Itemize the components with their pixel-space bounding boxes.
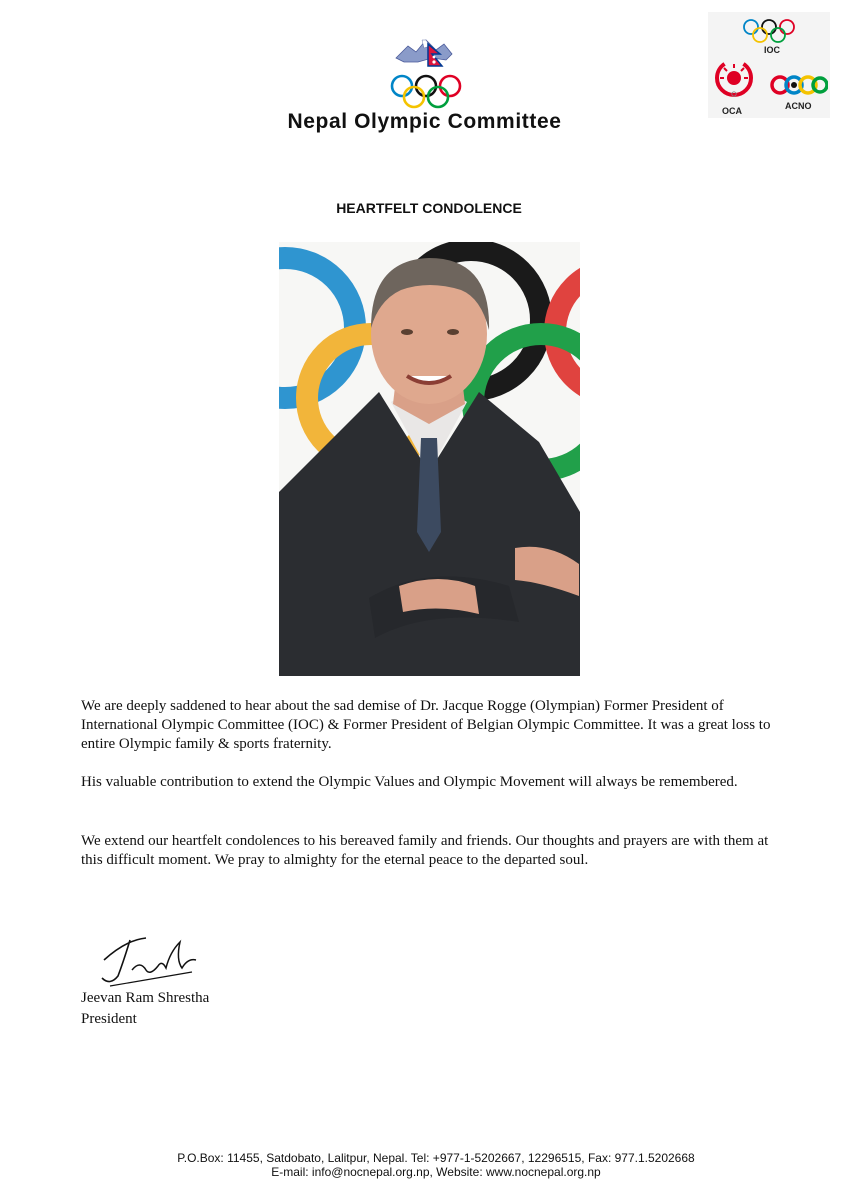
org-title: Nepal Olympic Committee <box>287 110 562 133</box>
acno-label: ACNO <box>785 101 812 111</box>
body-paragraph-1: We are deeply saddened to hear about the sad demise of Dr. Jacque Rogge (Olympian) Former President of International Olympic Committee (IOC) & Former President of Belgian Olympic Committee. It was a great loss to entire Olympic family & sports fraternity. <box>81 698 771 752</box>
acno-rings-icon <box>770 72 828 98</box>
noc-olympic-logo <box>388 36 472 112</box>
signatory-title: President <box>81 1011 137 1027</box>
headline: HEARTFELT CONDOLENCE <box>336 200 522 216</box>
oca-label: OCA <box>722 106 742 116</box>
ioc-rings-icon <box>742 18 800 46</box>
body-paragraph-3: We extend our heartfelt condolences to his bereaved family and friends. Our thoughts and prayers are with them at this difficult moment. We pray to almighty for the eternal peace to the departed soul. <box>81 833 769 868</box>
handwritten-signature <box>96 930 206 990</box>
affiliates-logo-panel <box>708 12 830 118</box>
oca-emblem-icon <box>710 56 758 104</box>
signatory-name: Jeevan Ram Shrestha <box>81 990 210 1006</box>
portrait-photo <box>279 242 580 676</box>
ioc-label: IOC <box>764 45 781 55</box>
footer-address: P.O.Box: 11455, Satdobato, Lalitpur, Nepal. Tel: +977-1-5202667, 12296515, Fax: 977.1.5202668 <box>177 1151 695 1165</box>
footer-contact: E-mail: info@nocnepal.org.np, Website: www.nocnepal.org.np <box>271 1165 601 1179</box>
body-paragraph-2: His valuable contribution to extend the Olympic Values and Olympic Movement will always be remembered. <box>81 774 738 790</box>
